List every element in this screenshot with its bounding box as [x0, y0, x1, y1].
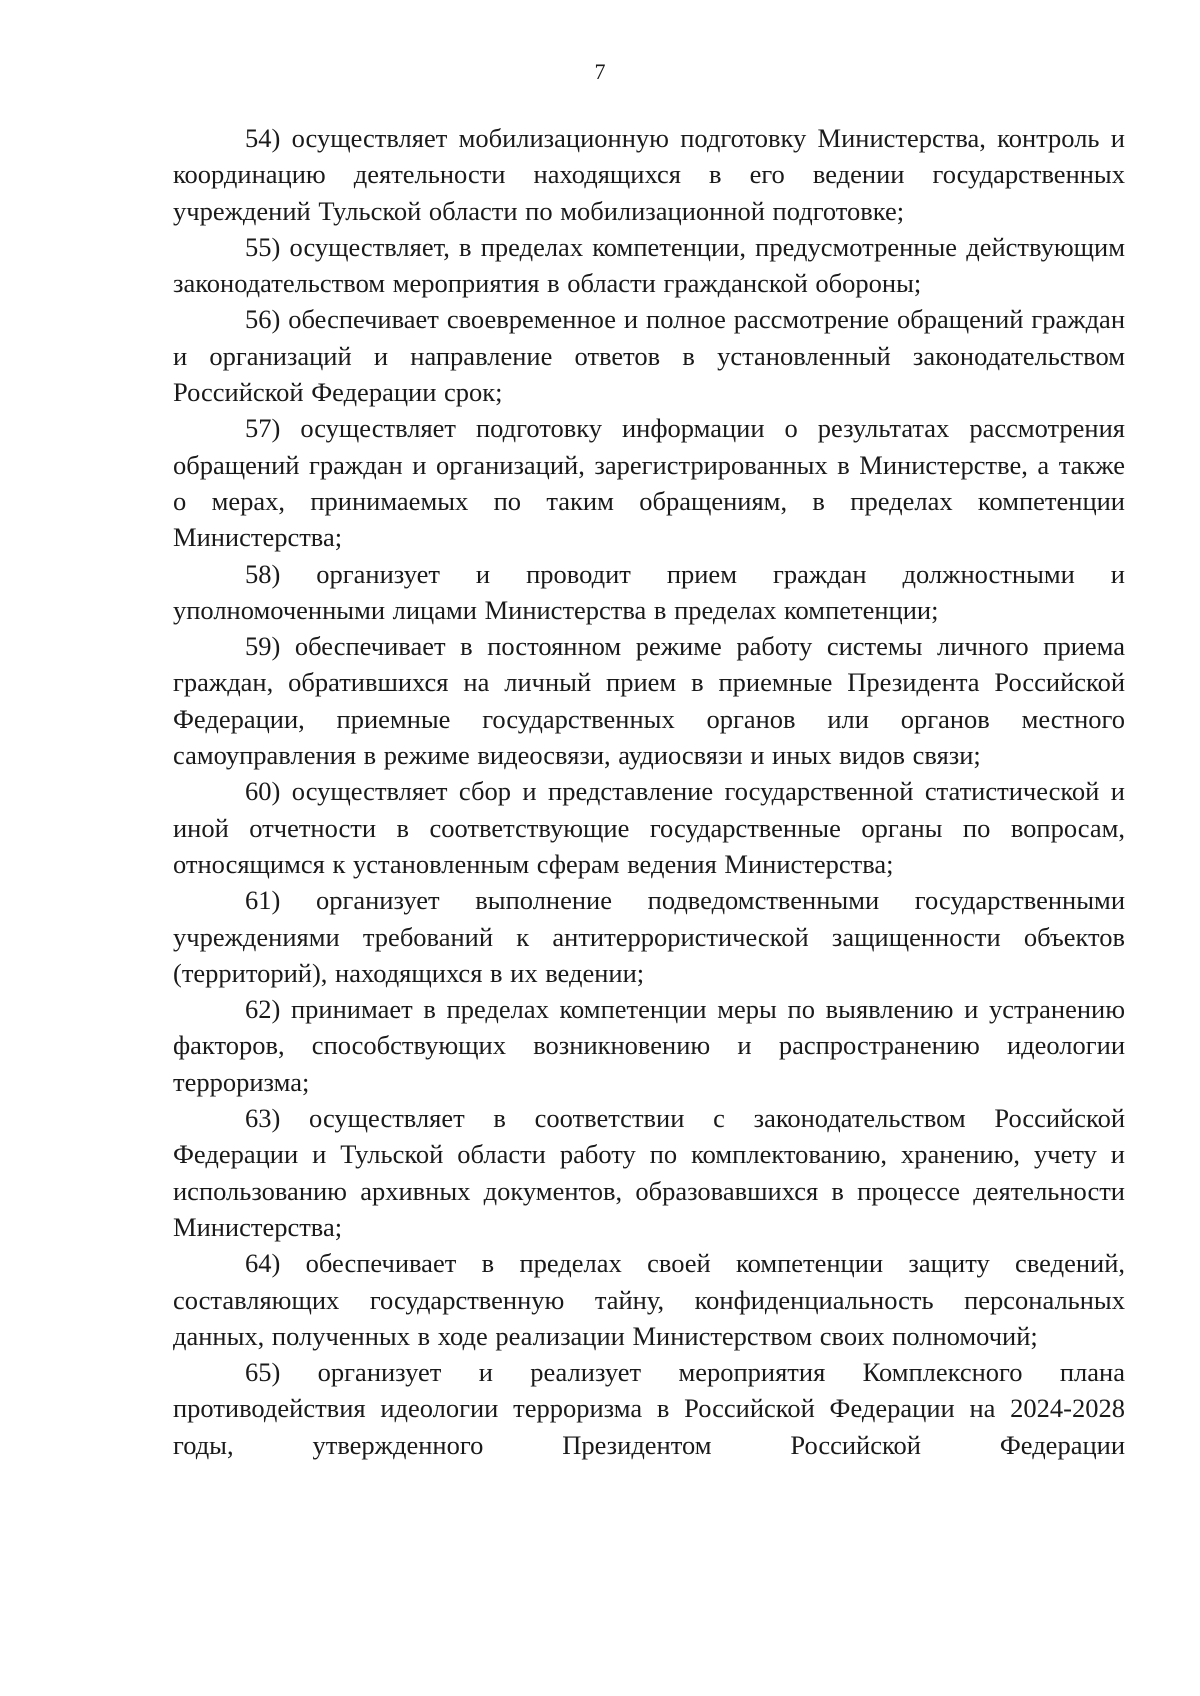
- paragraph-60: 60) осуществляет сбор и представление государственной статистической и иной отчетности в соответствующие государственные органы по вопросам, относящимся к установленным сферам ведения Министерства;: [173, 776, 1125, 879]
- paragraph-58: 58) организует и проводит прием граждан должностными и уполномоченными лицами Министерства в пределах компетенции;: [173, 558, 1125, 625]
- paragraph-57: 57) осуществляет подготовку информации о результатах рассмотрения обращений граждан и организаций, зарегистрированных в Министерстве, а также о мерах, принимаемых по таким обращениям, в пределах компетенции Министерства;: [173, 413, 1125, 553]
- paragraph-56: 56) обеспечивает своевременное и полное рассмотрение обращений граждан и организаций и направление ответов в установленный законодательством Российской Федерации срок;: [173, 304, 1125, 408]
- paragraph-59: 59) обеспечивает в постоянном режиме работу системы личного приема граждан, обратившихся на личный прием в приемные Президента Российской Федерации, приемные государственных органов или органов местного самоуправления в режиме видеосвязи, аудиосвязи и иных видов связи;: [173, 631, 1125, 771]
- paragraph-61: 61) организует выполнение подведомственными государственными учреждениями требований к антитеррористической защищенности объектов (территорий), находящихся в их ведении;: [173, 885, 1125, 988]
- paragraph-64: 64) обеспечивает в пределах своей компетенции защиту сведений, составляющих государственную тайну, конфиденциальность персональных данных, полученных в ходе реализации Министерством своих полномочий;: [173, 1248, 1125, 1351]
- page-number: 7: [594, 59, 606, 84]
- paragraph-62: 62) принимает в пределах компетенции меры по выявлению и устранению факторов, способствующих возникновению и распространению идеологии терроризма;: [173, 994, 1125, 1097]
- paragraph-63: 63) осуществляет в соответствии с законодательством Российской Федерации и Тульской области работу по комплектованию, хранению, учету и использованию архивных документов, образовавшихся в процессе деятельности Министерства;: [173, 1103, 1125, 1242]
- paragraph-65: 65) организует и реализует мероприятия Комплексного плана противодействия идеологии терроризма в Российской Федерации на 2024-2028 годы, утвержденного Президентом Российской Федерации: [173, 1357, 1125, 1460]
- paragraph-55: 55) осуществляет, в пределах компетенции, предусмотренные действующим законодательством мероприятия в области гражданской обороны;: [173, 231, 1125, 299]
- document-body: [173, 120, 1125, 1463]
- paragraph-54: 54) осуществляет мобилизационную подготовку Министерства, контроль и координацию деятельности находящихся в его ведении государственных учреждений Тульской области по мобилизационной подготовке;: [173, 123, 1125, 226]
